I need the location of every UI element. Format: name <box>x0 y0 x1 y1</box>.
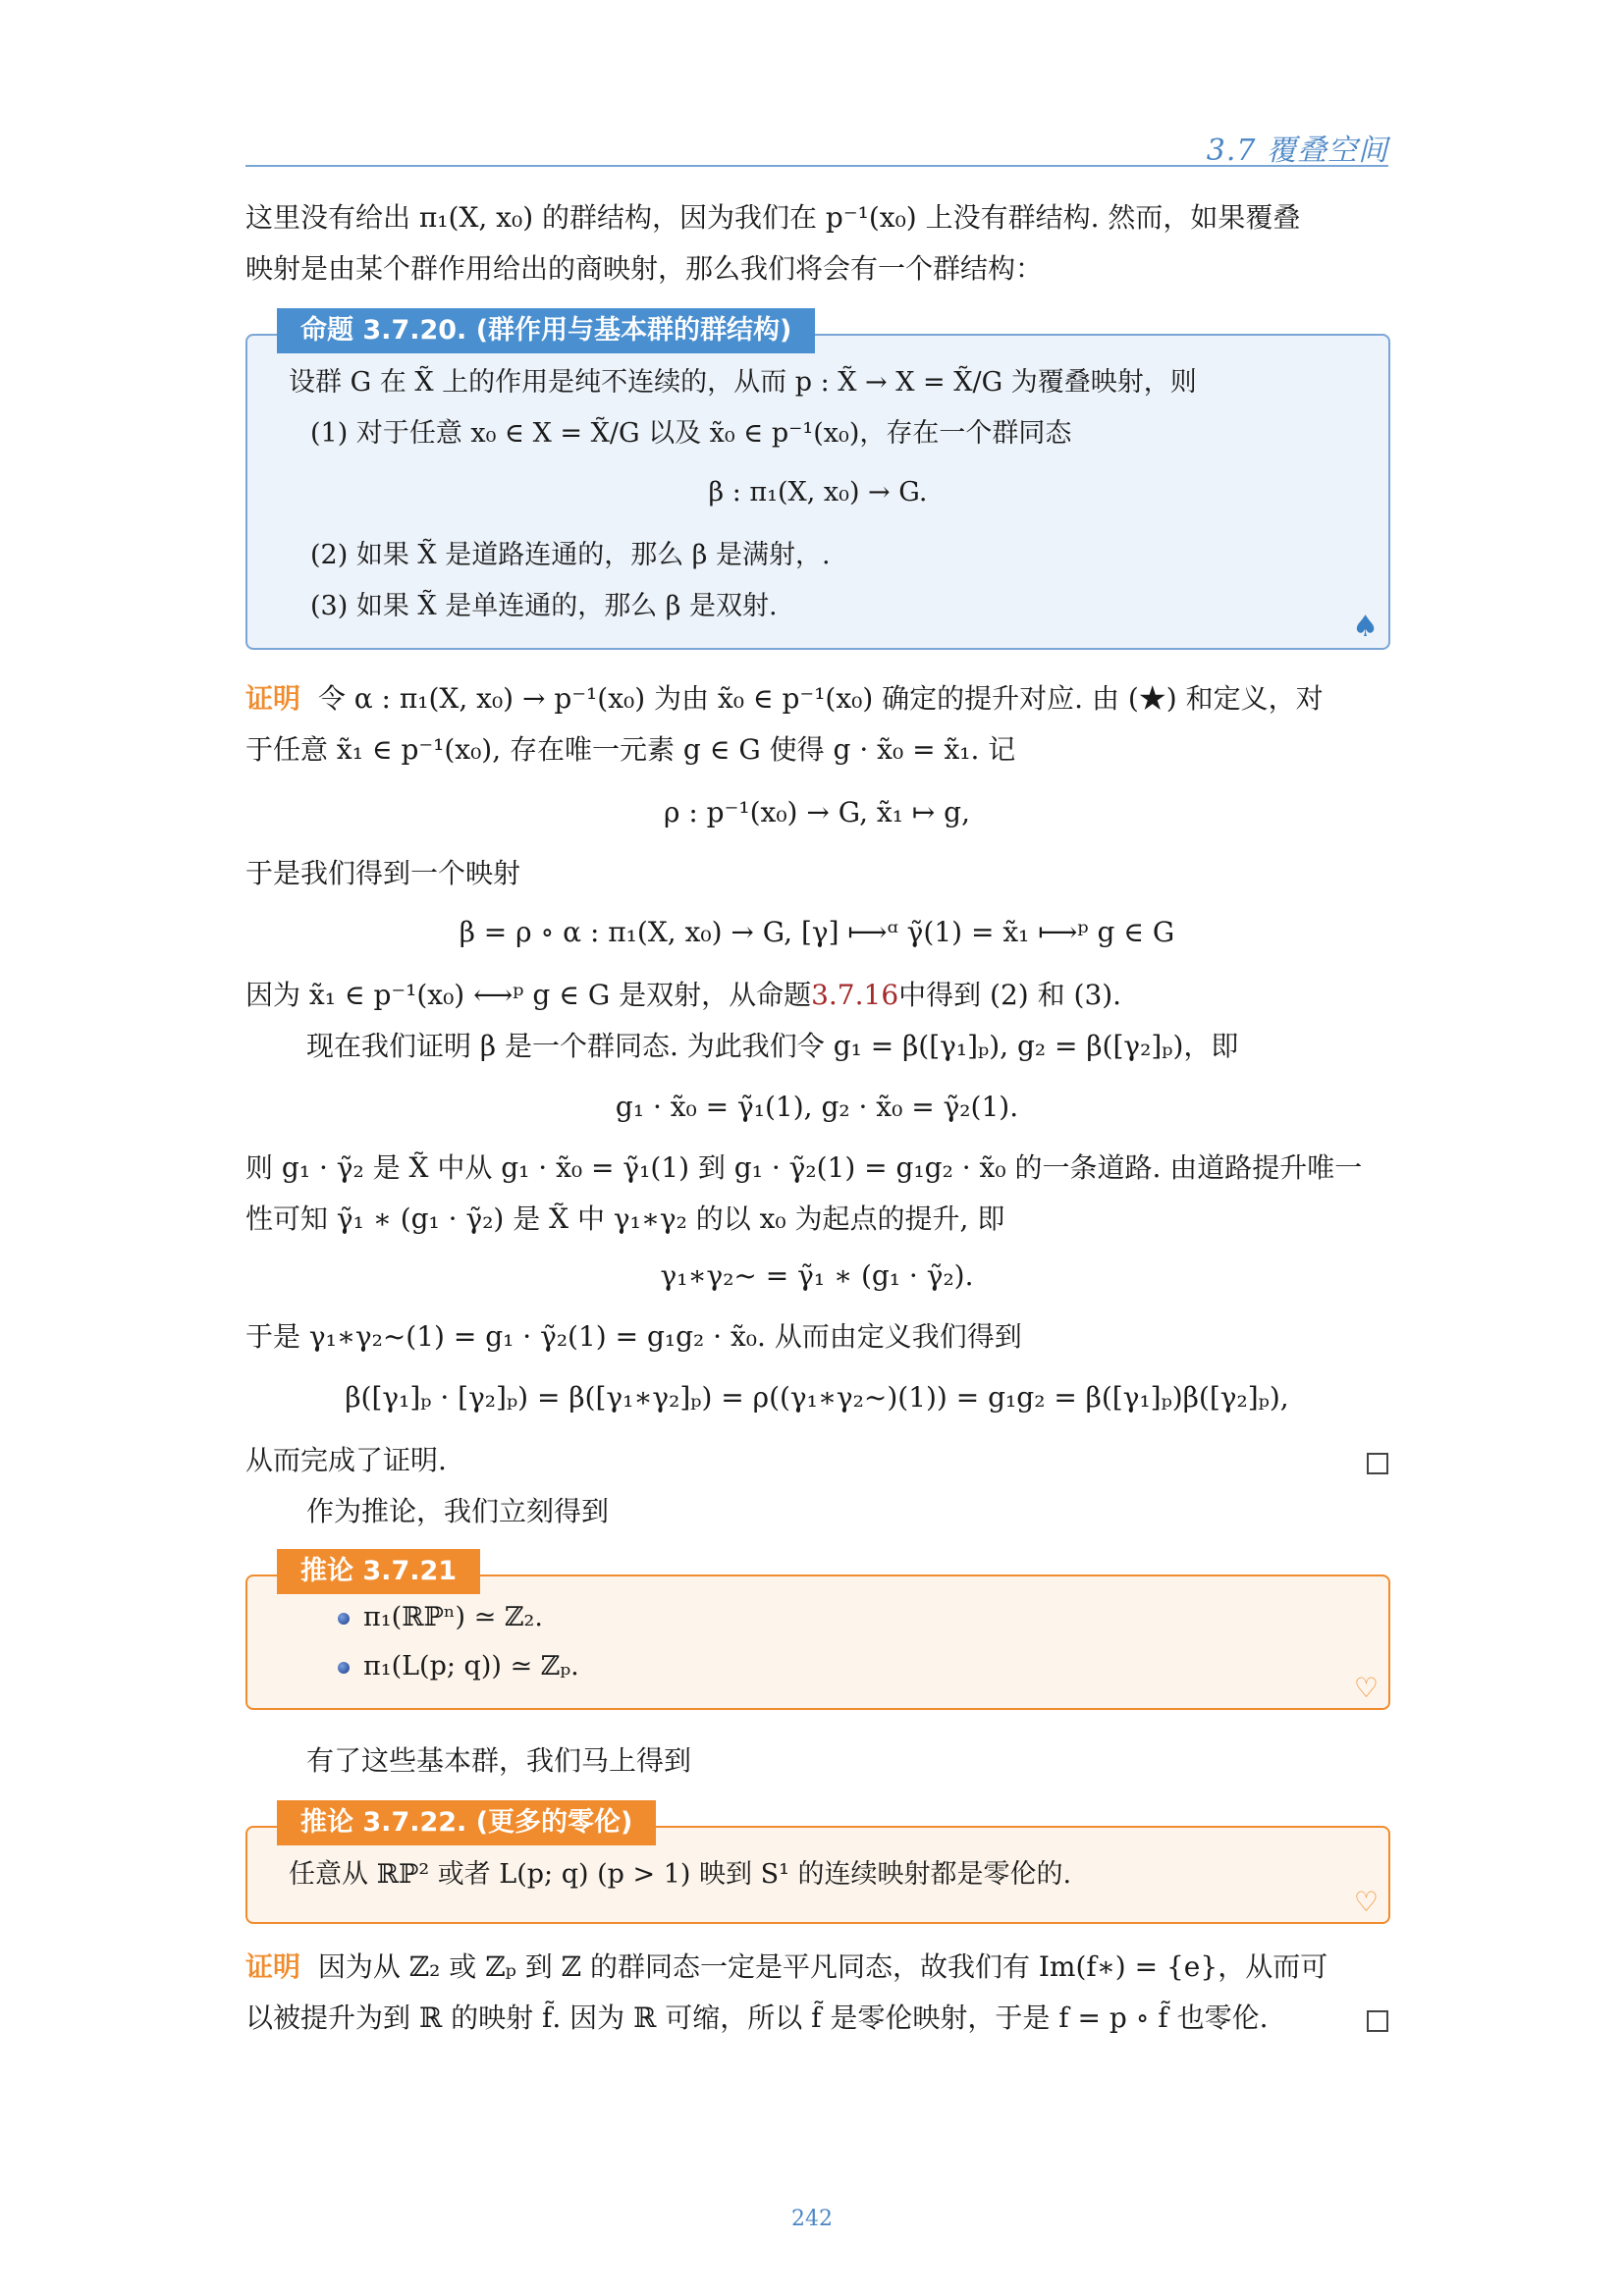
heart-icon: ♡ <box>1353 1672 1379 1704</box>
proof-equation-beta: β = ρ ∘ α : π₁(X, x₀) → G, [γ] ⟼ᵅ γ̃(1) = x̃₁ ⟼ᵖ g ∈ G <box>459 916 1175 948</box>
corollary-3-7-22-box <box>245 1807 1390 1924</box>
corollary-3-7-21-item-1: π₁(ℝℙⁿ) ≃ ℤ₂. <box>338 1598 543 1637</box>
corollary-3-7-21-item-2: π₁(L(p; q)) ≃ ℤₚ. <box>338 1647 579 1686</box>
intro-line-1: 这里没有给出 π₁(X, x₀) 的群结构，因为我们在 p⁻¹(x₀) 上没有群结构. 然而，如果覆叠 <box>245 201 1301 234</box>
proof-equation-g: g₁ · x̃₀ = γ̃₁(1), g₂ · x̃₀ = γ̃₂(1). <box>615 1091 1019 1123</box>
proposition-equation: β : π₁(X, x₀) → G. <box>708 477 928 507</box>
proof-1-line-8: 于是 γ₁∗γ₂~(1) = g₁ · γ̃₂(1) = g₁g₂ · x̃₀. 从而由定义我们得到 <box>245 1320 1022 1353</box>
section-title: 3.7 覆叠空间 <box>1206 133 1388 168</box>
running-header <box>245 126 1388 167</box>
proof-1-line-2: 于任意 x̃₁ ∈ p⁻¹(x₀), 存在唯一元素 g ∈ G 使得 g · x̃₀ = x̃₁. 记 <box>245 733 1016 766</box>
intro-paragraph <box>245 192 1388 294</box>
proof-1-line-9: 从而完成了证明. <box>245 1444 447 1476</box>
proof-2-paragraph <box>245 1942 1388 2044</box>
proof-equation-homomorphism: β([γ₁]ₚ · [γ₂]ₚ) = β([γ₁∗γ₂]ₚ) = ρ((γ₁∗γ₂~)(1)) = g₁g₂ = β([γ₁]ₚ)β([γ₂]ₚ), <box>345 1381 1289 1414</box>
proof-1-line-7: 性可知 γ̃₁ ∗ (g₁ · γ̃₂) 是 X̃ 中 γ₁∗γ₂ 的以 x₀ 为起点的提升, 即 <box>245 1202 1005 1235</box>
proposition-item-2: (2) 如果 X̃ 是道路连通的，那么 β 是满射，. <box>310 540 831 570</box>
proof-label: 证明 <box>245 682 301 715</box>
proposition-reference-link[interactable]: 3.7.16 <box>811 979 899 1011</box>
proof-2-line-1: 证明 因为从 ℤ₂ 或 ℤₚ 到 ℤ 的群同态一定是平凡同态，故我们有 Im(f∗) = {e}，从而可 <box>245 1950 1328 1983</box>
proof-1-line-1: 证明 令 α : π₁(X, x₀) → p⁻¹(x₀) 为由 x̃₀ ∈ p⁻¹(x₀) 确定的提升对应. 由 (★) 和定义，对 <box>245 682 1324 715</box>
corollary-3-7-21-box <box>245 1556 1390 1710</box>
qed-square-icon <box>1367 2010 1388 2032</box>
corollary-3-7-22-tag: 推论 3.7.22. (更多的零伦) <box>277 1800 656 1845</box>
proof-equation-rho: ρ : p⁻¹(x₀) → G, x̃₁ ↦ g, <box>663 796 971 828</box>
proof-1-paragraph-6 <box>245 1143 1388 1245</box>
corollary-3-7-22-statement: 任意从 ℝℙ² 或者 L(p; q) (p > 1) 映到 S¹ 的连续映射都是零伦的. <box>289 1859 1072 1890</box>
proof-1-line-3: 于是我们得到一个映射 <box>245 857 521 889</box>
proposition-item-1: (1) 对于任意 x₀ ∈ X = X̃/G 以及 x̃₀ ∈ p⁻¹(x₀)，存在一个群同态 <box>310 418 1072 449</box>
proof-1-line-5: 现在我们证明 β 是一个群同态. 为此我们令 g₁ = β([γ₁]ₚ), g₂ = β([γ₂]ₚ)，即 <box>306 1030 1239 1062</box>
spade-icon: ♠ <box>1352 610 1379 644</box>
bullet-icon <box>338 1613 350 1625</box>
proposition-statement: 设群 G 在 X̃ 上的作用是纯不连续的，从而 p : X̃ → X = X̃/G 为覆叠映射，则 <box>289 367 1197 398</box>
proof-equation-lift: γ₁∗γ₂~ = γ̃₁ ∗ (g₁ · γ̃₂). <box>660 1259 974 1292</box>
corollary-2-intro: 有了这些基本群，我们马上得到 <box>306 1744 692 1777</box>
proof-label: 证明 <box>245 1950 301 1983</box>
intro-line-2: 映射是由某个群作用给出的商映射，那么我们将会有一个群结构： <box>245 252 1044 285</box>
proposition-tag: 命题 3.7.20. (群作用与基本群的群结构) <box>277 308 815 353</box>
corollary-3-7-21-tag: 推论 3.7.21 <box>277 1549 480 1594</box>
proposition-item-3: (3) 如果 X̃ 是单连通的，那么 β 是双射. <box>310 591 778 621</box>
page-number: 242 <box>791 2207 833 2231</box>
qed-square-icon <box>1367 1453 1388 1474</box>
proof-1-line-4: 因为 x̃₁ ∈ p⁻¹(x₀) ⟷ᵖ g ∈ G 是双射，从命题3.7.16中得到 (2) 和 (3). <box>245 979 1122 1011</box>
proof-1-opening <box>245 673 1388 775</box>
proof-2-line-2: 以被提升为到 ℝ 的映射 f̃. 因为 ℝ 可缩，所以 f̃ 是零伦映射，于是 f = p ∘ f̃ 也零伦. <box>245 2002 1269 2034</box>
proof-1-line-6: 则 g₁ · γ̃₂ 是 X̃ 中从 g₁ · x̃₀ = γ̃₁(1) 到 g₁ · γ̃₂(1) = g₁g₂ · x̃₀ 的一条道路. 由道路提升唯一 <box>245 1151 1363 1184</box>
heart-icon: ♡ <box>1353 1886 1379 1918</box>
bullet-icon <box>338 1662 350 1674</box>
corollary-intro: 作为推论，我们立刻得到 <box>306 1495 610 1527</box>
proposition-box <box>245 315 1390 650</box>
